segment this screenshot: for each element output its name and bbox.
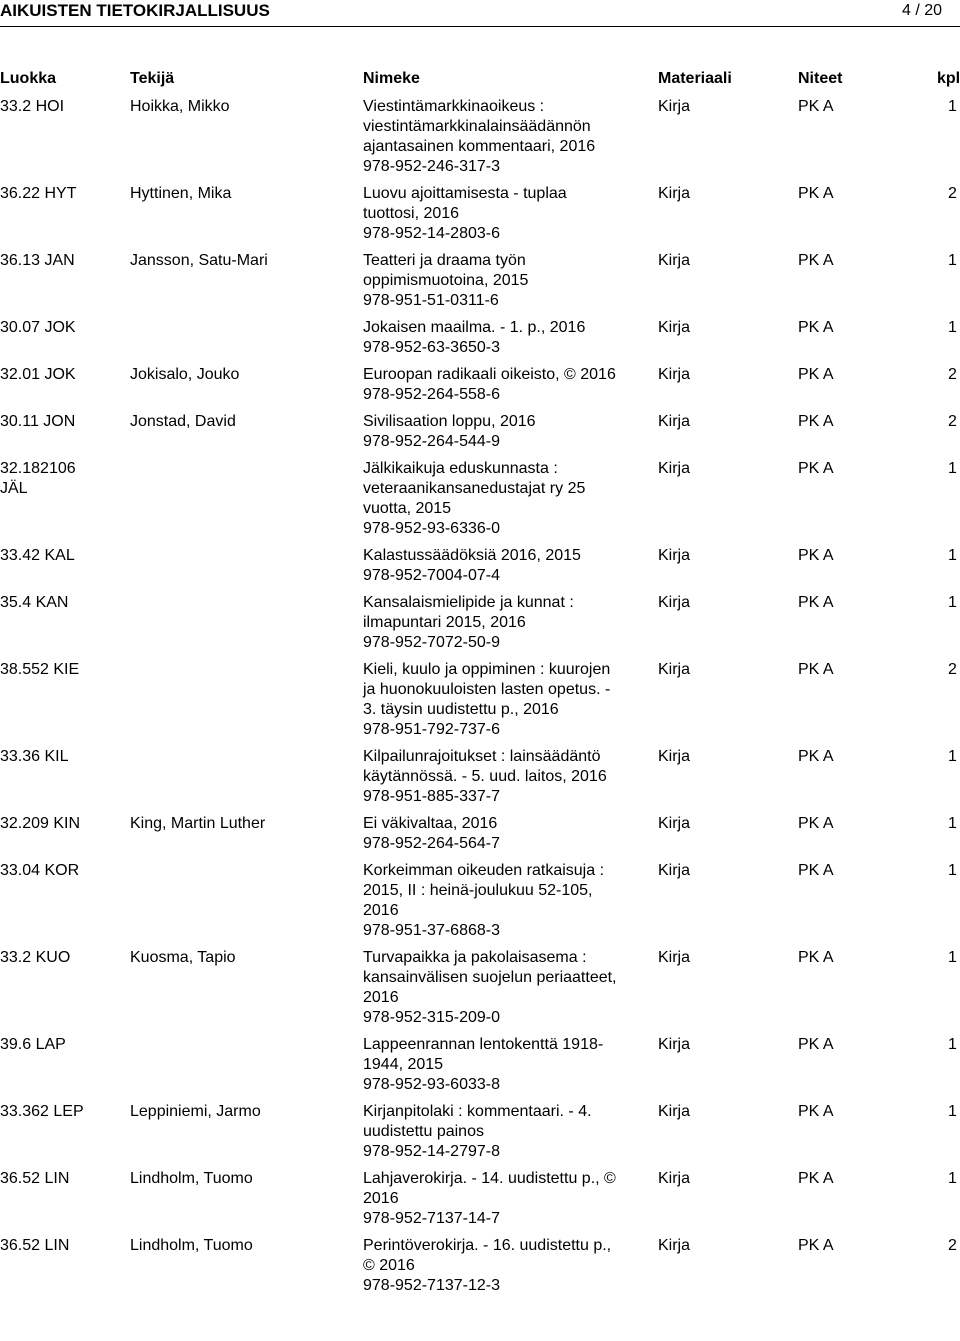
book-row (0, 365, 960, 405)
author: Jonstad, David (130, 413, 236, 430)
material-type: Kirja (658, 594, 691, 611)
copies-location: PK A (798, 748, 834, 765)
material-type: Kirja (658, 1103, 691, 1120)
title-block (363, 593, 618, 653)
classification-code: 32.182106 JÄL (0, 460, 76, 497)
author: Jansson, Satu-Mari (130, 252, 268, 269)
book-title: Kansalaismielipide ja kunnat : ilmapuntari 2015, 2016 (363, 594, 574, 631)
book-title: Euroopan radikaali oikeisto, © 2016 (363, 366, 616, 383)
copies-location: PK A (798, 460, 834, 477)
author: Lindholm, Tuomo (130, 1170, 253, 1187)
title-block (363, 814, 618, 854)
classification-code: 35.4 KAN (0, 594, 69, 611)
title-block (363, 660, 618, 740)
author: Hyttinen, Mika (130, 185, 232, 202)
author: Leppiniemi, Jarmo (130, 1103, 261, 1120)
column-header-luokka: Luokka (0, 70, 57, 87)
book-row (0, 1035, 960, 1095)
title-block (363, 412, 618, 452)
classification-code: 33.2 HOI (0, 98, 65, 115)
material-type: Kirja (658, 1237, 691, 1254)
material-type: Kirja (658, 661, 691, 678)
copy-count: 1 (948, 252, 957, 269)
title-block (363, 1236, 618, 1296)
isbn: 978-952-264-564-7 (363, 835, 500, 852)
copy-count: 1 (948, 748, 957, 765)
isbn: 978-952-246-317-3 (363, 158, 500, 175)
book-row (0, 1169, 960, 1229)
column-header-tekija: Tekijä (130, 70, 175, 87)
book-row (0, 747, 960, 807)
book-title: Kieli, kuulo ja oppiminen : kuurojen ja huonokuuloisten lasten opetus. - 3. täysin uudistettu p., 2016 (363, 661, 611, 718)
copies-location: PK A (798, 949, 834, 966)
copy-count: 1 (948, 98, 957, 115)
book-title: Perintöverokirja. - 16. uudistettu p., © 2016 (363, 1237, 612, 1274)
title-block (363, 459, 618, 539)
copies-location: PK A (798, 1237, 834, 1254)
book-row (0, 593, 960, 653)
isbn: 978-952-264-544-9 (363, 433, 500, 450)
book-title: Viestintämarkkinaoikeus : viestintämarkkinalainsäädännön ajantasainen kommentaari, 2016 (363, 98, 596, 155)
copy-count: 1 (948, 1103, 957, 1120)
title-block (363, 251, 618, 311)
column-header-kpl: kpl (937, 70, 960, 87)
book-row (0, 814, 960, 854)
copies-location: PK A (798, 413, 834, 430)
book-row (0, 251, 960, 311)
author: King, Martin Luther (130, 815, 266, 832)
material-type: Kirja (658, 1036, 691, 1053)
material-type: Kirja (658, 413, 691, 430)
copies-location: PK A (798, 594, 834, 611)
material-type: Kirja (658, 185, 691, 202)
classification-code: 32.209 KIN (0, 815, 81, 832)
copies-location: PK A (798, 661, 834, 678)
copy-count: 1 (948, 815, 957, 832)
classification-code: 36.52 LIN (0, 1170, 70, 1187)
copy-count: 2 (948, 185, 957, 202)
material-type: Kirja (658, 98, 691, 115)
material-type: Kirja (658, 748, 691, 765)
classification-code: 36.52 LIN (0, 1237, 70, 1254)
classification-code: 33.42 KAL (0, 547, 75, 564)
book-row (0, 459, 960, 539)
book-row (0, 948, 960, 1028)
copies-location: PK A (798, 1170, 834, 1187)
classification-code: 38.552 KIE (0, 661, 80, 678)
book-title: Lahjaverokirja. - 14. uudistettu p., © 2016 (363, 1170, 616, 1207)
title-block (363, 1035, 618, 1095)
isbn: 978-952-264-558-6 (363, 386, 500, 403)
copy-count: 1 (948, 1170, 957, 1187)
author: Lindholm, Tuomo (130, 1237, 253, 1254)
classification-code: 39.6 LAP (0, 1036, 66, 1053)
title-block (363, 1169, 618, 1229)
classification-code: 30.11 JON (0, 413, 76, 430)
copy-count: 2 (948, 413, 957, 430)
isbn: 978-952-63-3650-3 (363, 339, 500, 356)
book-row (0, 184, 960, 244)
page-number: 4 / 20 (901, 2, 942, 19)
author: Kuosma, Tapio (130, 949, 236, 966)
copy-count: 1 (948, 1036, 957, 1053)
book-row (0, 546, 960, 586)
isbn: 978-952-7137-12-3 (363, 1277, 500, 1294)
isbn: 978-952-7072-50-9 (363, 634, 500, 651)
book-row (0, 97, 960, 177)
book-row (0, 660, 960, 740)
copy-count: 2 (948, 366, 957, 383)
copy-count: 2 (948, 1237, 957, 1254)
book-title: Turvapaikka ja pakolaisasema : kansainvälisen suojelun periaatteet, 2016 (363, 949, 617, 1006)
isbn: 978-951-792-737-6 (363, 721, 500, 738)
material-type: Kirja (658, 460, 691, 477)
material-type: Kirja (658, 319, 691, 336)
book-row (0, 861, 960, 941)
header-rule (0, 26, 960, 27)
title-block (363, 365, 618, 405)
copies-location: PK A (798, 252, 834, 269)
book-title: Jokaisen maailma. - 1. p., 2016 (363, 319, 586, 336)
book-list (0, 97, 960, 1303)
column-header-niteet: Niteet (798, 70, 843, 87)
column-header-materiaali: Materiaali (658, 70, 732, 87)
classification-code: 36.22 HYT (0, 185, 77, 202)
isbn: 978-952-14-2803-6 (363, 225, 500, 242)
document-title: AIKUISTEN TIETOKIRJALLISUUS (0, 1, 270, 20)
isbn: 978-951-885-337-7 (363, 788, 500, 805)
classification-code: 30.07 JOK (0, 319, 76, 336)
book-title: Teatteri ja draama työn oppimismuotoina, 2015 (363, 252, 529, 289)
classification-code: 33.04 KOR (0, 862, 80, 879)
classification-code: 36.13 JAN (0, 252, 75, 269)
material-type: Kirja (658, 252, 691, 269)
page-header (0, 0, 960, 24)
copy-count: 1 (948, 949, 957, 966)
material-type: Kirja (658, 366, 691, 383)
book-title: Luovu ajoittamisesta - tuplaa tuottosi, 2016 (363, 185, 567, 222)
column-header-nimeke: Nimeke (363, 70, 420, 87)
material-type: Kirja (658, 547, 691, 564)
book-title: Sivilisaation loppu, 2016 (363, 413, 536, 430)
copy-count: 2 (948, 661, 957, 678)
copy-count: 1 (948, 547, 957, 564)
material-type: Kirja (658, 862, 691, 879)
copies-location: PK A (798, 547, 834, 564)
book-row (0, 412, 960, 452)
copies-location: PK A (798, 862, 834, 879)
isbn: 978-952-7137-14-7 (363, 1210, 500, 1227)
material-type: Kirja (658, 815, 691, 832)
material-type: Kirja (658, 1170, 691, 1187)
copy-count: 1 (948, 594, 957, 611)
book-title: Lappeenrannan lentokenttä 1918-1944, 2015 (363, 1036, 604, 1073)
copies-location: PK A (798, 366, 834, 383)
isbn: 978-951-51-0311-6 (363, 292, 499, 309)
copies-location: PK A (798, 185, 834, 202)
classification-code: 32.01 JOK (0, 366, 76, 383)
book-row (0, 1102, 960, 1162)
column-header-row (0, 69, 960, 89)
title-block (363, 747, 618, 807)
isbn: 978-952-7004-07-4 (363, 567, 500, 584)
isbn: 978-952-93-6336-0 (363, 520, 500, 537)
author: Hoikka, Mikko (130, 98, 230, 115)
copy-count: 1 (948, 460, 957, 477)
classification-code: 33.2 KUO (0, 949, 71, 966)
classification-code: 33.362 LEP (0, 1103, 84, 1120)
title-block (363, 546, 618, 586)
book-row (0, 1236, 960, 1296)
copy-count: 1 (948, 319, 957, 336)
copies-location: PK A (798, 98, 834, 115)
book-title: Kilpailunrajoitukset : lainsäädäntö käytännössä. - 5. uud. laitos, 2016 (363, 748, 607, 785)
book-row (0, 318, 960, 358)
author: Jokisalo, Jouko (130, 366, 240, 383)
copies-location: PK A (798, 1103, 834, 1120)
title-block (363, 184, 618, 244)
copy-count: 1 (948, 862, 957, 879)
book-title: Kirjanpitolaki : kommentaari. - 4. uudistettu painos (363, 1103, 592, 1140)
isbn: 978-952-14-2797-8 (363, 1143, 500, 1160)
book-title: Jälkikaikuja eduskunnasta : veteraanikansanedustajat ry 25 vuotta, 2015 (363, 460, 586, 517)
material-type: Kirja (658, 949, 691, 966)
isbn: 978-952-93-6033-8 (363, 1076, 500, 1093)
isbn: 978-952-315-209-0 (363, 1009, 500, 1026)
title-block (363, 948, 618, 1028)
title-block (363, 97, 618, 177)
copies-location: PK A (798, 1036, 834, 1053)
title-block (363, 318, 618, 358)
book-title: Ei väkivaltaa, 2016 (363, 815, 498, 832)
isbn: 978-951-37-6868-3 (363, 922, 500, 939)
book-title: Korkeimman oikeuden ratkaisuja : 2015, II : heinä-joulukuu 52-105, 2016 (363, 862, 605, 919)
title-block (363, 1102, 618, 1162)
classification-code: 33.36 KIL (0, 748, 69, 765)
copies-location: PK A (798, 815, 834, 832)
copies-location: PK A (798, 319, 834, 336)
title-block (363, 861, 618, 941)
book-title: Kalastussäädöksiä 2016, 2015 (363, 547, 581, 564)
